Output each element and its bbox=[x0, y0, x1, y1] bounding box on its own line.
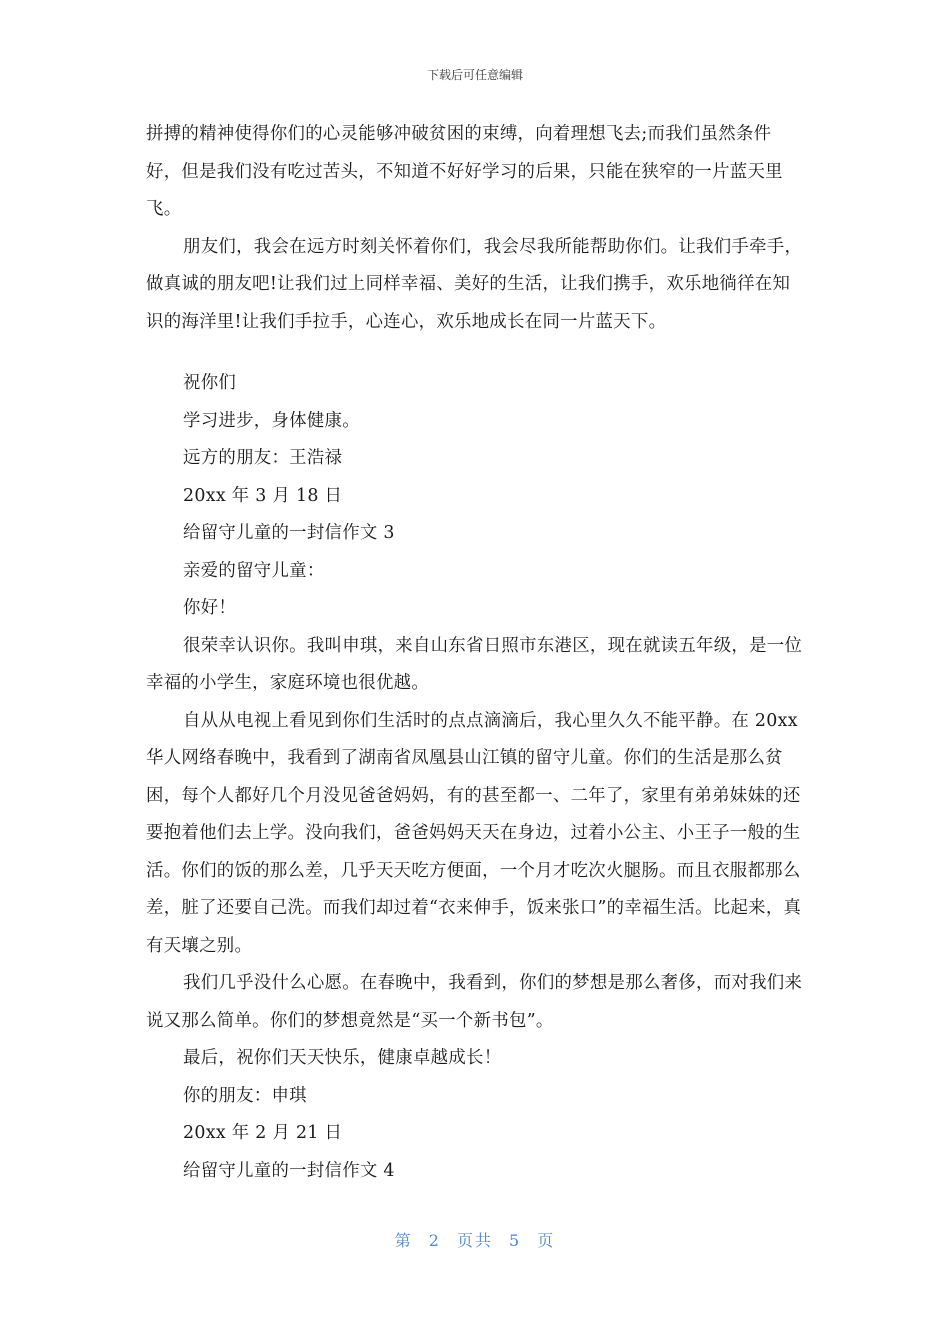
paragraph-intro: 很荣幸认识你。我叫申琪，来自山东省日照市东港区，现在就读五年级，是一位幸福的小学生，家庭环境也很优越。 bbox=[146, 635, 803, 693]
page-suffix: 页 bbox=[537, 1231, 556, 1250]
section-title: 给留守儿童的一封信作文 3 bbox=[183, 523, 395, 543]
closing-wish: 祝你们 bbox=[183, 373, 237, 393]
paragraph-story: 自从从电视上看见到你们生活时的点点滴滴后，我心里久久不能平静。在 20xx 华人网络春晚中，我看到了湖南省凤凰县山江镇的留守儿童。你们的生活是那么贫困，每个人都好几个月没见爸爸妈妈，有的甚至都一、二年了，家里有弟弟妹妹的还要抱着他们去上学。没向我们，爸爸妈妈天天在身边，过着小公主、小王子一般的生活。你们的饭的那么差，几乎天天吃方便面，一个月才吃次火腿肠。而且衣服都那么差，脏了还要自己洗。而我们却过着“衣来伸手，饭来张口”的幸福生活。比起来，真有天壤之别。 bbox=[146, 710, 802, 956]
document-body bbox=[146, 116, 806, 1190]
signature: 你的朋友：申琪 bbox=[183, 1085, 307, 1106]
page-total: 5 bbox=[509, 1231, 522, 1250]
letter-date: 20xx 年 3 月 18 日 bbox=[183, 485, 343, 506]
page-current: 2 bbox=[428, 1231, 441, 1250]
page-number bbox=[0, 1228, 950, 1251]
download-note: 下载后可任意编辑 bbox=[426, 68, 523, 82]
paragraph-continued: 拼搏的精神使得你们的心灵能够冲破贫困的束缚，向着理想飞去;而我们虽然条件好，但是我们没有吃过苦头，不知道不好好学习的后果，只能在狭窄的一片蓝天里飞。 bbox=[146, 124, 783, 219]
letter-date: 20xx 年 2 月 21 日 bbox=[183, 1123, 343, 1143]
page-middle: 页共 bbox=[456, 1231, 493, 1250]
section-title: 给留守儿童的一封信作文 4 bbox=[183, 1160, 395, 1181]
salutation: 亲爱的留守儿童： bbox=[183, 560, 325, 581]
signature: 远方的朋友：王浩禄 bbox=[183, 448, 343, 468]
closing-wish-line: 学习进步，身体健康。 bbox=[183, 410, 360, 431]
paragraph-friends: 朋友们，我会在远方时刻关怀着你们，我会尽我所能帮助你们。让我们手牵手，做真诚的朋友吧!让我们过上同样幸福、美好的生活，让我们携手，欢乐地徜徉在知识的海洋里!让我们手拉手，心连心，欢乐地成长在同一片蓝天下。 bbox=[146, 236, 803, 332]
page-prefix: 第 bbox=[394, 1231, 413, 1250]
greeting: 你好！ bbox=[183, 598, 237, 618]
closing-blessing: 最后，祝你们天天快乐，健康卓越成长！ bbox=[183, 1048, 502, 1068]
paragraph-wish: 我们几乎没什么心愿。在春晚中，我看到，你们的梦想是那么奢侈，而对我们来说又那么简单。你们的梦想竟然是“买一个新书包”。 bbox=[146, 973, 803, 1031]
